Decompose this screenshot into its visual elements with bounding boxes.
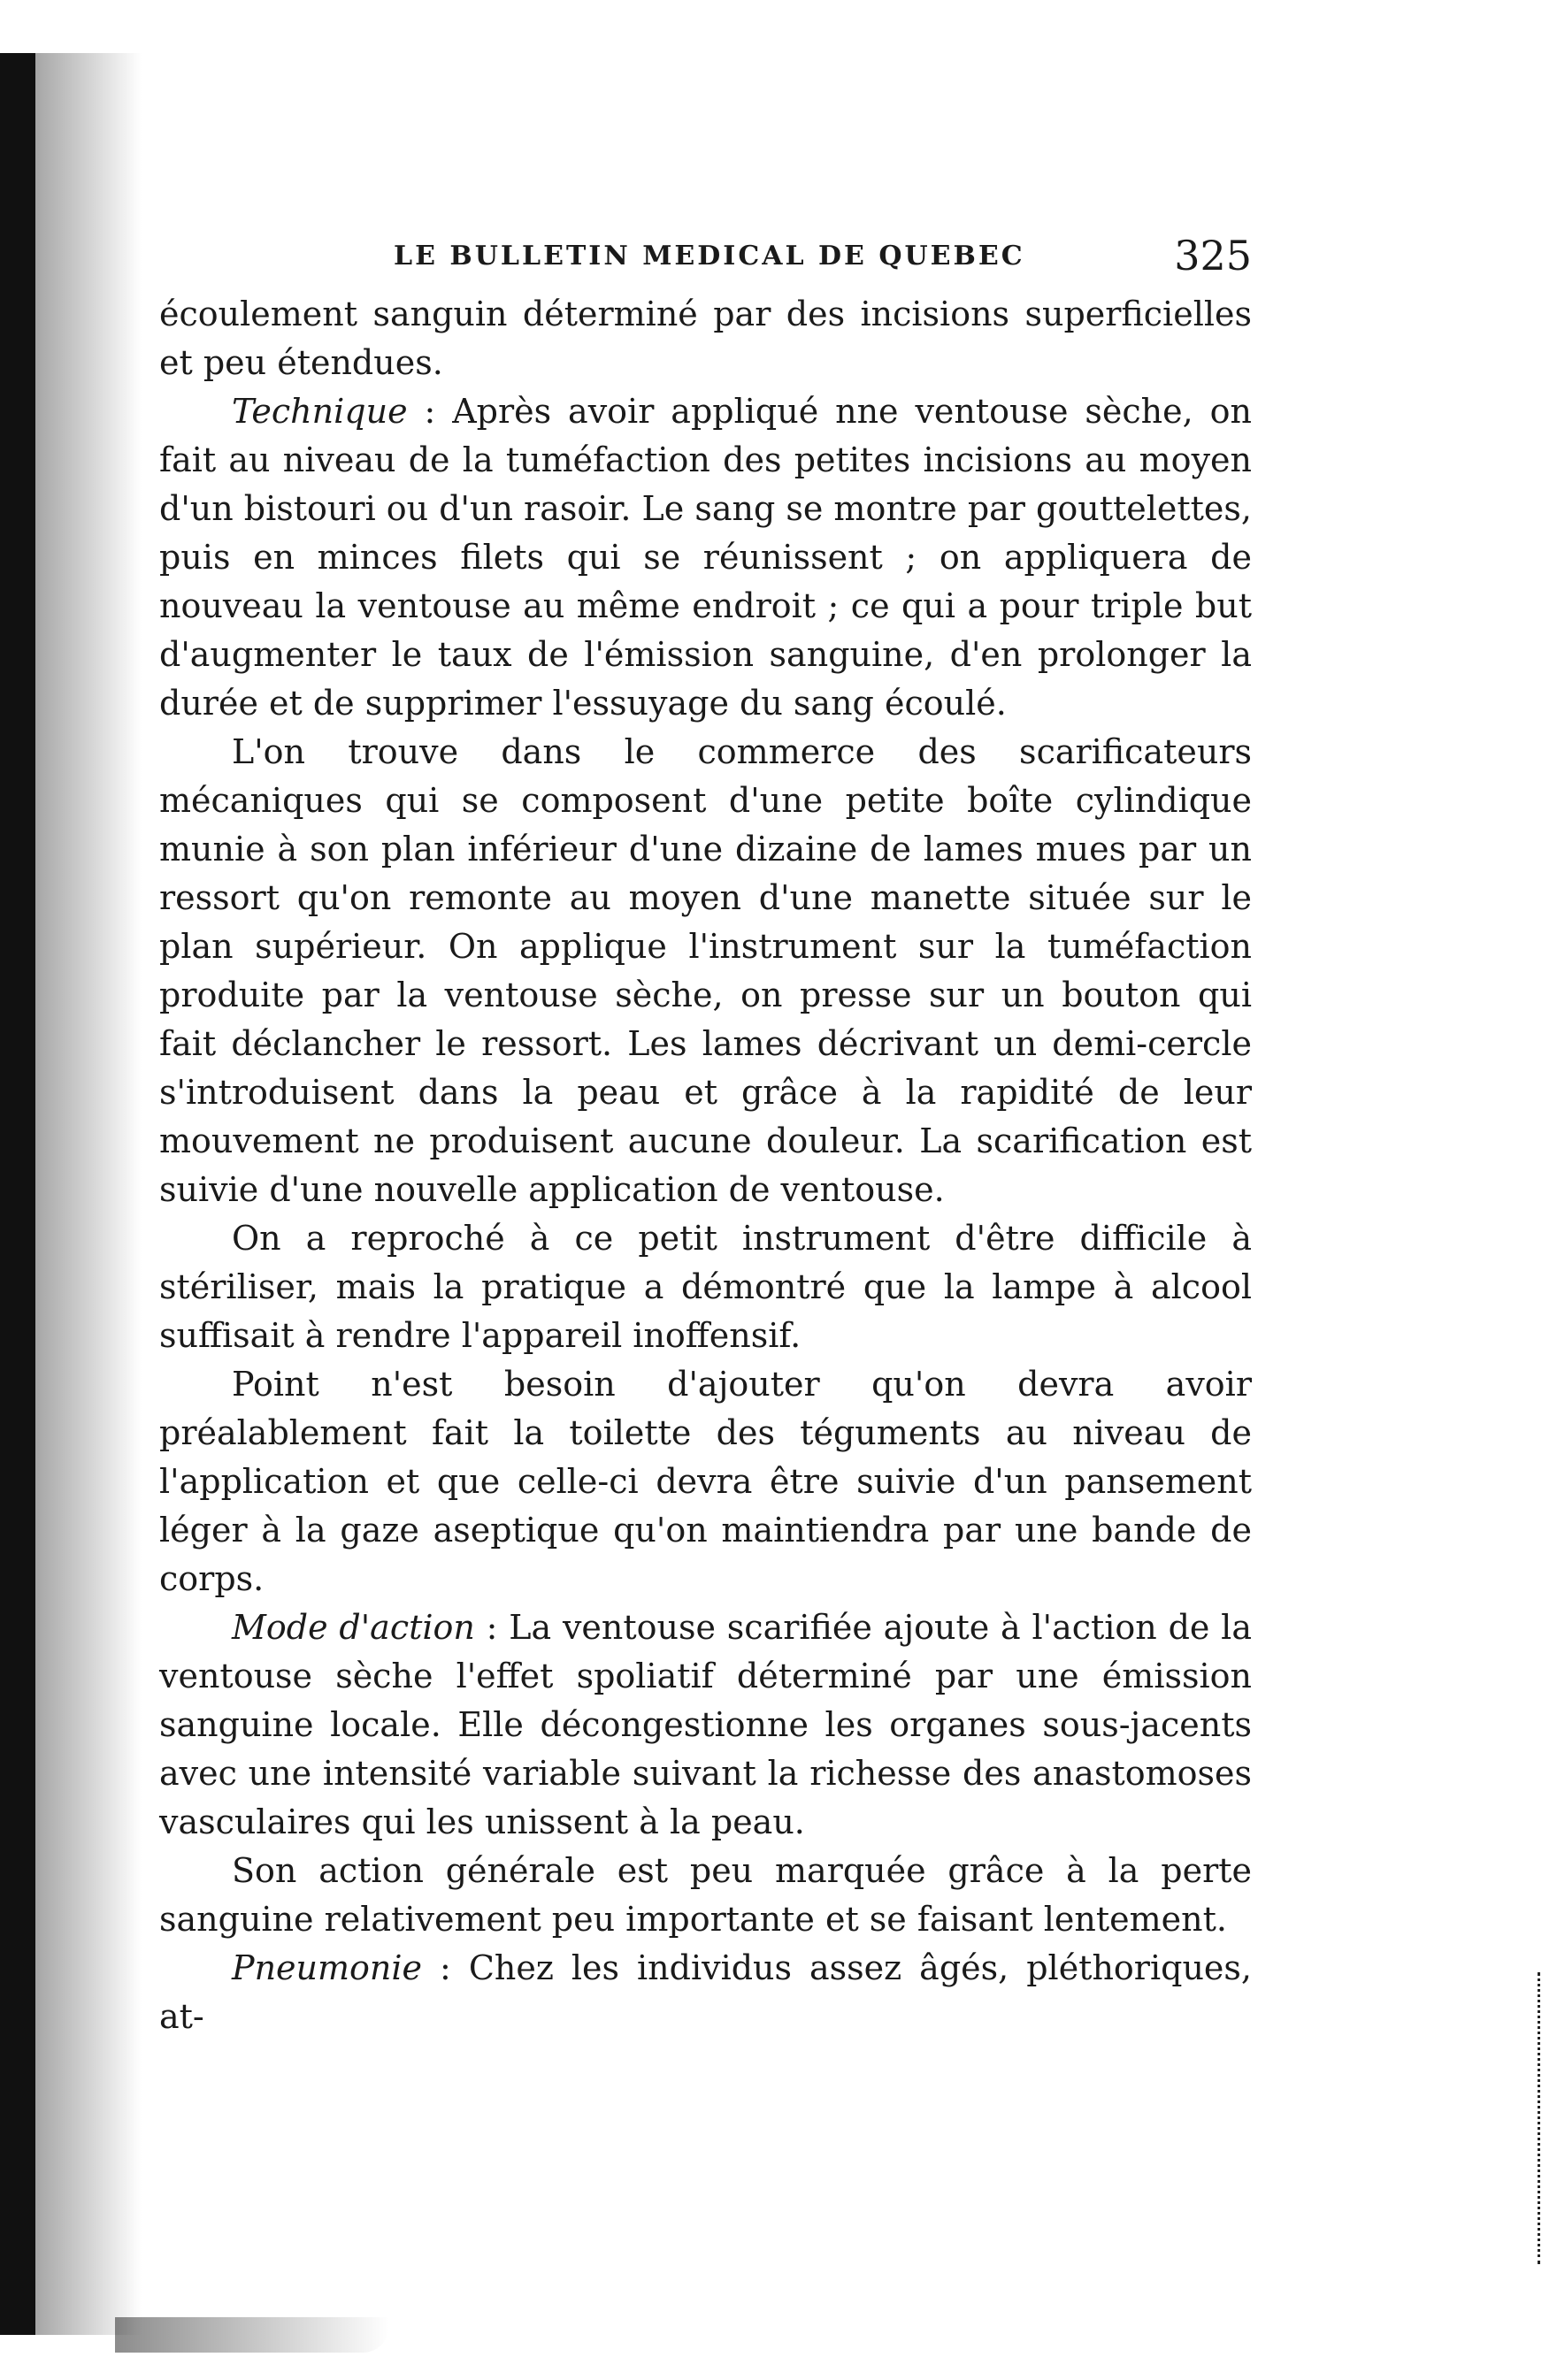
paragraph-action-generale: Son action générale est peu marquée grâce à la perte sanguine relativement peu importante et se faisant lentement. (159, 1851, 1252, 1939)
section-lead-technique: Technique (232, 392, 408, 431)
scan-page-edge (1538, 1972, 1544, 2264)
paragraph-technique: Technique : Après avoir appliqué nne ventouse sèche, on fait au niveau de la tuméfaction des petites incisions au moyen d'un bistouri ou d'un rasoir. Le sang se montre par gouttelettes, puis en minces filets qui se réunissent ; on appliquera de nouveau la ventouse au même endroit ; ce qui a pour triple but d'augmenter le taux de l'émission sanguine, d'en prolonger la durée et de supprimer l'essuyage du sang écoulé. (159, 392, 1252, 723)
scan-gutter-shadow (0, 53, 35, 2335)
paragraph-continuation: écoulement sanguin déterminé par des incisions superficielles et peu étendues. (159, 295, 1252, 382)
paragraph-sterilisation: On a reproché à ce petit instrument d'être difficile à stériliser, mais la pratique a démontré que la lampe à alcool suffisait à rendre l'appareil inoffensif. (159, 1219, 1252, 1355)
section-lead-pneumonie: Pneumonie (232, 1948, 423, 1987)
section-lead-mode-action: Mode d'action (232, 1608, 475, 1647)
paragraph-toilette: Point n'est besoin d'ajouter qu'on devra avoir préalablement fait la toilette des téguments au niveau de l'application et que celle-ci devra être suivie d'un pansement léger à la gaze aseptique qu'on maintiendra par une bande de corps. (159, 1365, 1252, 1598)
book-page (159, 221, 1252, 2041)
running-head (159, 221, 1252, 283)
paragraph-pneumonie: Pneumonie : Chez les individus assez âgés, pléthoriques, at- (159, 1948, 1252, 2036)
paragraph-mode-action: Mode d'action : La ventouse scarifiée ajoute à l'action de la ventouse sèche l'effet spoliatif déterminé par une émission sanguine locale. Elle décongestionne les organes sous-jacents avec une intensité variable suivant la richesse des anastomoses vasculaires qui les unissent à la peau. (159, 1608, 1252, 1841)
journal-title: LE BULLETIN MEDICAL DE QUEBEC (394, 241, 1025, 272)
scan-corner-shadow (115, 2317, 389, 2353)
paragraph-scarificateurs: L'on trouve dans le commerce des scarificateurs mécaniques qui se composent d'une petite boîte cylindique munie à son plan inférieur d'une dizaine de lames mues par un ressort qu'on remonte au moyen d'une manette située sur le plan supérieur. On applique l'instrument sur la tuméfaction produite par la ventouse sèche, on presse sur un bouton qui fait déclancher le ressort. Les lames décrivant un demi-cercle s'introduisent dans la peau et grâce à la rapidité de leur mouvement ne produisent aucune douleur. La scarification est suivie d'une nouvelle application de ventouse. (159, 732, 1252, 1209)
body-text (159, 290, 1252, 2041)
page-number: 325 (1174, 232, 1252, 279)
scan-gutter-fade (35, 53, 142, 2335)
